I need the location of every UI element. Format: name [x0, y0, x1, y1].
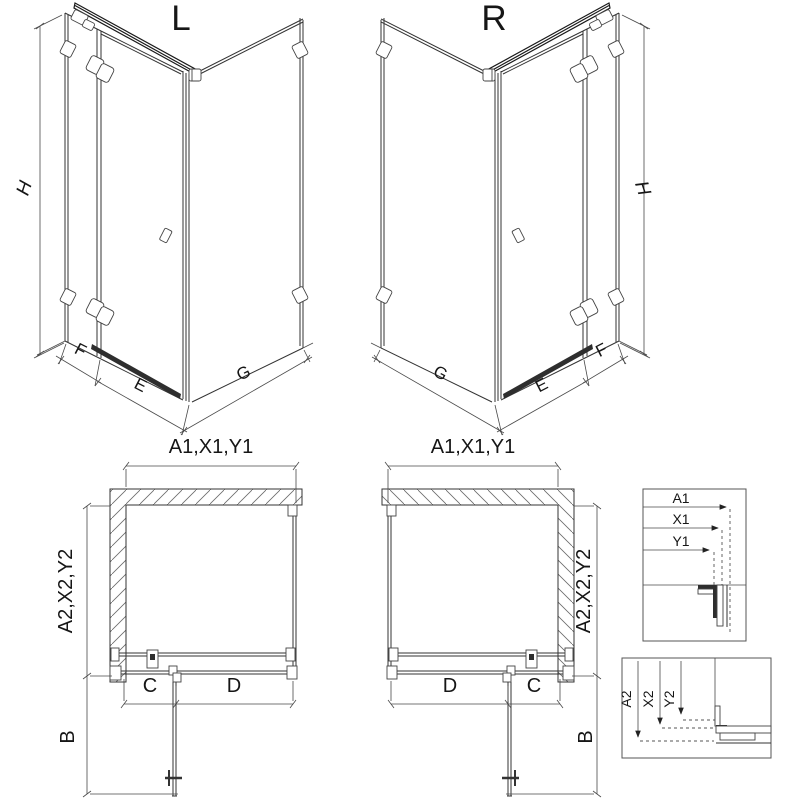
dim-label-height-right: H [630, 178, 655, 199]
inset-width-x1: X1 [672, 511, 690, 527]
plan-dim-door-left: D [226, 675, 242, 697]
plan-view-left [55, 436, 302, 797]
detail-inset-depth [618, 658, 771, 758]
dim-label-door-left: E [131, 374, 150, 397]
dim-label-height-left: H [12, 178, 37, 199]
plan-dim-door-right: D [442, 675, 458, 697]
detail-inset-width [643, 489, 746, 641]
dim-label-fixed-right: F [592, 339, 611, 361]
plan-dim-swing-right: B [575, 730, 597, 744]
plan-dim-depth-left: A2,X2,Y2 [55, 548, 77, 634]
inset-depth-x2: X2 [640, 690, 656, 708]
dim-label-side-left: G [233, 361, 254, 385]
inset-depth-y2: Y2 [661, 690, 677, 708]
plan-dim-fixed-right: C [526, 675, 542, 697]
plan-view-right [382, 436, 601, 797]
plan-dim-width-left: A1,X1,Y1 [168, 436, 254, 458]
plan-dim-swing-left: B [57, 730, 79, 744]
version-label-right: R [481, 0, 507, 38]
iso-view-right [371, 0, 654, 435]
plan-dim-fixed-left: C [142, 675, 158, 697]
plan-dim-width-right: A1,X1,Y1 [430, 436, 516, 458]
dim-label-side-right: G [430, 361, 451, 385]
inset-width-a1: A1 [672, 490, 690, 506]
version-label-left: L [171, 0, 191, 38]
dim-label-door-right: E [532, 374, 551, 397]
inset-width-y1: Y1 [672, 533, 690, 549]
iso-view-left [13, 0, 313, 435]
dim-label-fixed-left: F [71, 339, 90, 361]
inset-depth-a2: A2 [618, 690, 634, 708]
plan-dim-depth-right: A2,X2,Y2 [573, 548, 595, 634]
